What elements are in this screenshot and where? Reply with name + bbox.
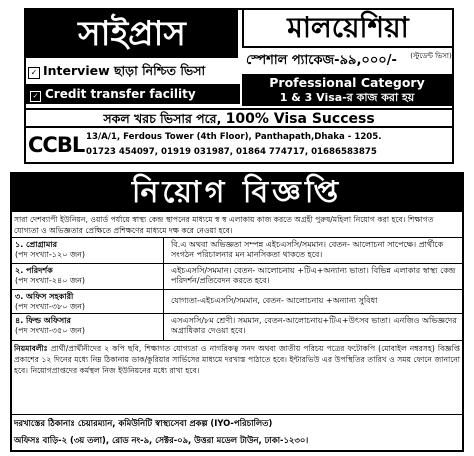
- address-label: দরখাস্তের ঠিকানাঃ: [14, 418, 75, 428]
- position-name: ২. পরিদর্শক (পদ সংখ্যা-২৪০ জন): [12, 264, 164, 289]
- position-row: [12, 290, 462, 314]
- professional-box: [242, 74, 452, 106]
- notice-title: নিয়োগ বিজ্ঞপ্তি: [131, 175, 343, 210]
- ccbl-logo: CCBL: [28, 133, 85, 157]
- position-row: [12, 314, 462, 340]
- position-requirement: এইচএসসি/সমমান। বেতন- আলোচনায় +টিএ+অন্যান্য ভাতা। বিভিন্ন এলাকার স্বাস্থ্য কেন্দ্র পরিদর্শন/প্রতিবেদন করতে হবে।: [171, 266, 456, 285]
- position-name: ৩. অফিস সহকারী (পদ সংখ্যা-৩৮০ জন): [12, 290, 164, 313]
- company-address: 13/A/1, Ferdous Tower (4th Floor), Panthapath,Dhaka - 1205.: [86, 132, 382, 142]
- position-requirement: বি.এ অথবা অভিজ্ঞতা সম্পন্ন এইচএসসি/সমমান। বেতন- আলোচনা সাপেক্ষে। প্রার্থীকে সংগঠন পরিচালনার মন মানসিকতা থাকতে হবে।: [171, 240, 444, 259]
- position-requirement: যোগ্যতা-এইচএসসি/সমমান, বেতন- আলোচনায় +অন্যান্য সুবিধা: [171, 296, 378, 305]
- cyprus-banner: [26, 10, 238, 58]
- application-address: [12, 414, 462, 432]
- rules-label: নিয়মাবলীঃ: [14, 344, 48, 353]
- malaysia-title: মালয়েশিয়া: [287, 11, 409, 44]
- credit-transfer-strip: ✓ Credit transfer facility: [26, 84, 240, 104]
- notice-title-banner: [12, 174, 462, 212]
- position-row: [12, 238, 462, 264]
- check-icon: ✓: [28, 67, 40, 79]
- notice-intro: সারা দেশব্যাপী ইউনিয়ন, ওয়ার্ড পর্যায়ে স্বাস্থ্য কেন্দ্র স্থাপনের মাধ্যমে স্ব স্ব এলাকায় কাজ করতে অগ্রহী পুরুষ/মহিলা নিয়োগ করা হবে। শিক্ষাগত যোগ্যতা ও অভিজ্ঞতার প্রেক্ষিতে প্রশিক্ষণের মাধ্যমে দক্ষ করে নেওয়া হবে।: [14, 215, 434, 235]
- position-row: [12, 264, 462, 290]
- visa-work-line: 1 & 3 Visa-র কাজ করা হয়: [279, 91, 415, 104]
- cyprus-title: সাইপ্রাস: [78, 14, 186, 54]
- rules-paragraph: [14, 343, 460, 411]
- rules-text: প্রার্থী/প্রার্থীনীদের ২ কপি ছবি, শিক্ষাগত যোগ্যতা ও নাগরিকত্ব সনদ অথবা জাতীয় পরিচয় পত্রের ফটোকপি (মোবাইল নম্বরসহ) বিজ্ঞপ্তি প্রকাশের ১২ দিনের মধ্যে নিম্ন ঠিকানায় ডাক/কুরিয়ার সার্ভিসের মাধ্যমে দরখাস্ত পাঠাতে হবে। ইন্টারভিউ এর উপস্থিতির তারিখ ও সময় ফোনে জানানো হবে। নিয়োগপ্রাপ্তদের কর্মস্থল নিজ ইউনিয়নের মধ্যে রাখা হবে।: [14, 344, 460, 376]
- company-phones: 01723 454097, 01919 031987, 01864 774717, 01686583875: [86, 147, 377, 157]
- position-requirement: এসএসসি/৮ম শ্রেণী। সমমান, বেতন-আলোচনায়+টিএ+উৎসব ভাতা। এনজিও অভিজ্ঞদের অগ্রাধিকার দেওয়া হবে।: [171, 316, 457, 335]
- professional-title: Professional Category: [269, 75, 425, 90]
- check-icon: ✓: [30, 91, 41, 102]
- malaysia-banner: [242, 10, 452, 48]
- address-text: চেয়ারম্যান, কমিউনিটি স্বাস্থ্যসেবা প্রকল্প (IYO-পরিচালিত): [77, 418, 273, 428]
- position-name: ১. প্রোগ্রামার (পদ সংখ্যা-১২০ জন): [12, 238, 164, 263]
- special-package: স্পেশাল প্যাকেজ-৯৯,০০০/-: [246, 53, 397, 68]
- office-address: অফিসঃ বাড়ি-২ (৩য় তলা), রোড নং-৯, সেক্টর-০৯, উত্তরা মডেল টাউন, ঢাকা-১২৩০।: [14, 435, 309, 445]
- visa-success-line: সকল খরচ ভিসার পরে, 100% Visa Success: [26, 108, 452, 128]
- student-visa-note: (স্টুডেন্ট ভিসা): [410, 52, 452, 60]
- position-name: ৪. ফিল্ড অফিসার (পদ সংখ্যা-৩৫০ জন): [12, 314, 164, 340]
- interview-line: ✓ Interview ছাড়া নিশ্চিত ভিসা: [28, 62, 240, 80]
